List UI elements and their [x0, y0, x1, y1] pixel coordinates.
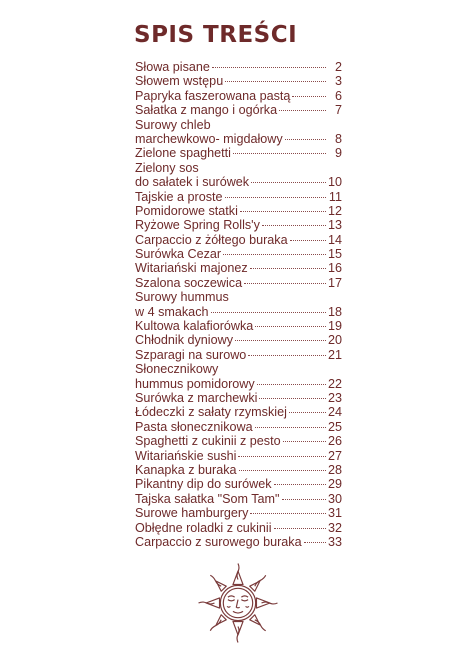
- toc-entry-title: Pomidorowe statki: [135, 203, 238, 218]
- dot-leader: [255, 326, 326, 327]
- toc-page-number: 12: [327, 203, 342, 218]
- toc-entry-title: Surówka Cezar: [135, 247, 222, 262]
- toc-page-number: 3: [334, 74, 342, 89]
- toc-entry-title: Tajska sałatka "Som Tam": [135, 491, 280, 506]
- toc-page-number: 21: [327, 347, 342, 362]
- toc-entry[interactable]: [135, 276, 342, 290]
- toc-entry-title: Słowem wstępu: [135, 74, 224, 89]
- dot-leader: [257, 384, 326, 385]
- dot-leader: [211, 312, 326, 313]
- dot-leader: [235, 340, 326, 341]
- toc-entry[interactable]: [135, 463, 342, 477]
- toc-entry-title: Carpaccio z surowego buraka: [135, 534, 302, 549]
- toc-entry-title: Kanapka z buraka: [135, 462, 237, 477]
- toc-entry-title: Słowa pisane: [135, 60, 210, 74]
- dot-leader: [225, 81, 326, 82]
- toc-page-number: 27: [327, 448, 342, 463]
- toc-page-number: 2: [334, 60, 342, 74]
- dot-leader: [285, 139, 326, 140]
- toc-entry[interactable]: [135, 60, 342, 74]
- toc-page-number: 30: [327, 491, 342, 506]
- dot-leader: [282, 499, 326, 500]
- page-title: SPIS TREŚCI: [134, 22, 298, 48]
- toc-entry-title: Surówka z marchewki: [135, 390, 258, 405]
- dot-leader: [240, 211, 326, 212]
- toc-page-number: 6: [334, 88, 342, 103]
- toc-entry[interactable]: [135, 190, 342, 204]
- dot-leader: [251, 182, 326, 183]
- toc-entry[interactable]: [135, 449, 342, 463]
- toc-entry[interactable]: [135, 391, 342, 405]
- toc-entry-title: Łódeczki z sałaty rzymskiej: [135, 405, 287, 420]
- toc-entry-title: Tajskie a proste: [135, 189, 223, 204]
- dot-leader: [248, 355, 326, 356]
- toc-entry[interactable]: [135, 261, 342, 275]
- toc-entry-title: Surowe hamburgery: [135, 506, 249, 521]
- toc-entry-title: do sałatek i surówek: [135, 175, 250, 190]
- toc-entry-title: marchewkowo- migdałowy: [135, 131, 283, 146]
- dot-leader: [304, 542, 326, 543]
- toc-entry[interactable]: [135, 333, 342, 347]
- toc-entry-title: Pasta słonecznikowa: [135, 419, 253, 434]
- toc-page-number: 17: [327, 275, 342, 290]
- toc-entry-title: Szparagi na surowo: [135, 347, 247, 362]
- toc-entry-title: hummus pomidorowy: [135, 376, 255, 391]
- toc-page-number: 8: [334, 131, 342, 146]
- toc-entry-title: Witariańskie sushi: [135, 448, 237, 463]
- toc-entry[interactable]: [135, 420, 342, 434]
- dot-leader: [259, 398, 326, 399]
- toc-page-number: 32: [327, 520, 342, 535]
- toc-entry-title: Szalona soczewica: [135, 275, 243, 290]
- dot-leader: [223, 254, 326, 255]
- toc-page-number: 14: [327, 232, 342, 247]
- toc-page-number: 19: [327, 319, 342, 334]
- toc-entry-line: Surowy hummus: [135, 290, 229, 305]
- toc-page-number: 11: [328, 189, 342, 204]
- toc-entry-title: Sałatka z mango i ogórka: [135, 103, 278, 118]
- toc-page-number: 15: [327, 247, 342, 262]
- toc-entry[interactable]: [135, 377, 342, 391]
- toc-entry[interactable]: [135, 218, 342, 232]
- toc-entry-title: Carpaccio z żółtego buraka: [135, 232, 288, 247]
- toc-entry-title: Papryka faszerowana pastą: [135, 88, 291, 103]
- toc-entry-title: Obłędne roladki z cukinii: [135, 520, 272, 535]
- toc-entry-line: Zielony sos: [135, 160, 199, 175]
- toc-entry-title: Chłodnik dyniowy: [135, 333, 234, 348]
- toc-entry[interactable]: [135, 521, 342, 535]
- toc-entry[interactable]: [135, 305, 342, 319]
- toc-entry[interactable]: [135, 233, 342, 247]
- toc-entry[interactable]: [135, 74, 342, 88]
- toc-page-number: 10: [327, 175, 342, 190]
- toc-entry[interactable]: [135, 434, 342, 448]
- dot-leader: [233, 153, 326, 154]
- toc-page-number: 26: [327, 434, 342, 449]
- toc-entry[interactable]: [135, 319, 342, 333]
- toc-page-number: 7: [334, 103, 342, 118]
- toc-entry-line: Surowy chleb: [135, 117, 211, 132]
- toc-page-number: 29: [327, 477, 342, 492]
- toc-entry[interactable]: [135, 175, 342, 189]
- toc-page-number: 28: [327, 462, 342, 477]
- dot-leader: [244, 283, 326, 284]
- toc-page-number: 18: [327, 304, 342, 319]
- toc-entry-title: w 4 smakach: [135, 304, 209, 319]
- toc-entry-title: Zielone spaghetti: [135, 146, 231, 161]
- toc-page-number: 31: [327, 506, 342, 521]
- dot-leader: [283, 441, 326, 442]
- toc-entry-title: Witariański majonez: [135, 261, 248, 276]
- dot-leader: [225, 197, 327, 198]
- dot-leader: [255, 427, 326, 428]
- toc-entry[interactable]: [135, 89, 342, 103]
- dot-leader: [250, 268, 326, 269]
- toc-entry[interactable]: [135, 492, 342, 506]
- toc-entry[interactable]: [135, 204, 342, 218]
- toc-entry-title: Spaghetti z cukinii z pesto: [135, 434, 281, 449]
- toc-page-number: 9: [334, 146, 342, 161]
- toc-entry[interactable]: [135, 103, 342, 117]
- toc-entry[interactable]: [135, 146, 342, 160]
- toc-entry-line: Słonecznikowy: [135, 362, 219, 377]
- toc-page-number: 23: [327, 390, 342, 405]
- dot-leader: [274, 528, 326, 529]
- toc-page-number: 13: [327, 218, 342, 233]
- toc-entry[interactable]: [135, 506, 342, 520]
- dot-leader: [212, 67, 326, 68]
- toc-page-number: 33: [327, 534, 342, 549]
- dot-leader: [238, 456, 326, 457]
- toc-page-number: 20: [327, 333, 342, 348]
- dot-leader: [289, 412, 326, 413]
- toc-entry[interactable]: [135, 535, 342, 549]
- toc-entry-title: Kultowa kalafiorówka: [135, 319, 254, 334]
- dot-leader: [262, 225, 326, 226]
- dot-leader: [250, 513, 326, 514]
- dot-leader: [274, 484, 326, 485]
- toc-page-number: 22: [327, 376, 342, 391]
- dot-leader: [292, 96, 326, 97]
- dot-leader: [279, 110, 326, 111]
- toc-page-number: 16: [327, 261, 342, 276]
- toc-page-number: 25: [327, 419, 342, 434]
- toc-entry[interactable]: [135, 247, 342, 261]
- toc-entry[interactable]: [135, 405, 342, 419]
- dot-leader: [239, 470, 326, 471]
- toc-entry[interactable]: [135, 348, 342, 362]
- toc-page-number: 24: [327, 405, 342, 420]
- toc-entry-title: Pikantny dip do surówek: [135, 477, 272, 492]
- toc-entry[interactable]: [135, 132, 342, 146]
- toc-entry-title: Ryżowe Spring Rolls'y: [135, 218, 260, 233]
- sun-face-icon: [196, 561, 280, 645]
- dot-leader: [290, 240, 326, 241]
- table-of-contents: [135, 60, 342, 549]
- toc-entry[interactable]: [135, 477, 342, 491]
